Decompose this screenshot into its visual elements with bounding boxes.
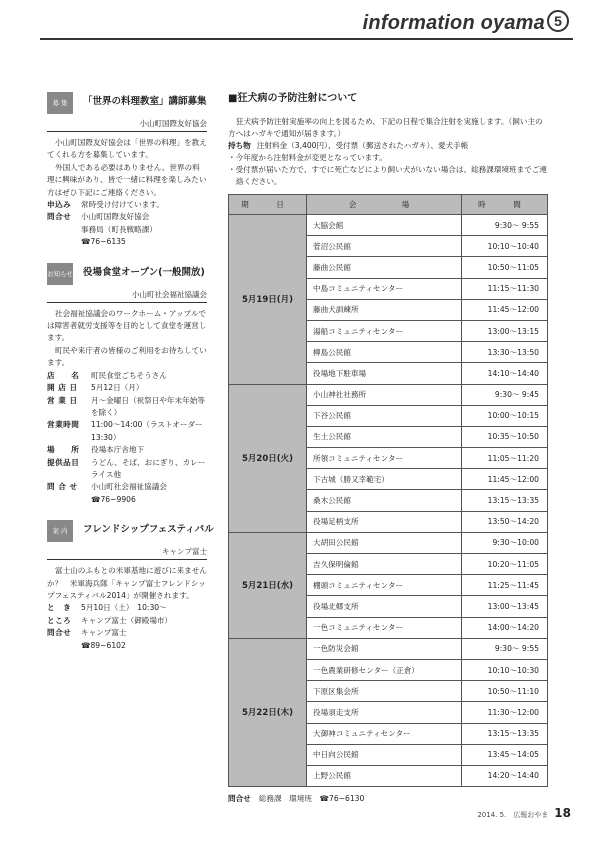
section-header: [47, 92, 207, 116]
schedule-time: 10:35〜10:50: [462, 426, 548, 447]
info-row: [47, 224, 207, 236]
schedule-table: [228, 194, 548, 787]
section-organizer: 小山町国際友好協会: [47, 116, 207, 132]
issue-label: 2014. 5. 広報おやま: [477, 811, 549, 819]
section-paragraph: 町民や来庁者の皆様のご利用をお待ちしています。: [47, 345, 207, 368]
schedule-time: 13:30〜13:50: [462, 342, 548, 363]
info-key: 営 業 日: [47, 395, 78, 405]
schedule-venue: 吉久保明倫館: [307, 554, 462, 575]
info-row: [47, 211, 207, 223]
page-footer: [477, 806, 571, 820]
header-time: 時 間: [462, 195, 548, 215]
info-value: 月〜金曜日（祝祭日や年末年始等を除く）: [91, 395, 205, 417]
page-header: [0, 0, 595, 46]
schedule-venue: 大胡田公民館: [307, 532, 462, 553]
schedule-venue: 湯船コミュニティセンター: [307, 320, 462, 341]
info-value: 5月10日（土） 10:30〜: [81, 603, 167, 613]
issue-number-badge: 5: [547, 10, 569, 32]
schedule-venue: 中日向公民館: [307, 744, 462, 765]
schedule-venue: 藤曲公民館: [307, 257, 462, 278]
header-venue: 会 場: [307, 195, 462, 215]
schedule-date: 5月21日(水): [229, 532, 307, 638]
schedule-venue: 役場北郷支所: [307, 596, 462, 617]
contact-label: 問合せ: [228, 794, 251, 804]
info-row: [47, 481, 207, 493]
schedule-time: 11:45〜12:00: [462, 469, 548, 490]
schedule-venue: 下原区集会所: [307, 681, 462, 702]
info-row: [47, 370, 207, 382]
info-value: 小山町社会福祉協議会: [91, 482, 167, 492]
schedule-venue: 棚頭コミュニティセンター: [307, 575, 462, 596]
info-key: 申込み: [47, 200, 72, 210]
schedule-time: 10:10〜10:40: [462, 236, 548, 257]
schedule-time: 11:05〜11:20: [462, 448, 548, 469]
phone-number: ☎89−6102: [81, 640, 126, 650]
info-key: と き: [47, 603, 72, 613]
bullet-note: ・受付票が届いた方で、すでに死亡などにより飼い犬がいない場合は、総務課環境班までご連絡ください。: [228, 165, 548, 186]
schedule-venue: 小山神社社務所: [307, 384, 462, 405]
table-header-row: [229, 195, 548, 215]
schedule-venue: 一色農業研修センター（正倉）: [307, 659, 462, 680]
info-row: [47, 457, 207, 482]
schedule-venue: 一色コミュニティセンター: [307, 617, 462, 638]
schedule-time: 11:15〜11:30: [462, 278, 548, 299]
schedule-time: 13:00〜13:15: [462, 320, 548, 341]
table-row: [229, 384, 548, 405]
schedule-time: 14:10〜14:40: [462, 363, 548, 384]
schedule-time: 13:50〜14:20: [462, 511, 548, 532]
schedule-time: 11:45〜12:00: [462, 299, 548, 320]
section-title: 役場食堂オープン(一般開放): [83, 266, 205, 278]
section-paragraph: 富士山のふもとの米軍基地に遊びに来ませんか？ 米軍海兵隊「キャンプ富士フレンドシップフェスティバル2014」が開催されます。: [47, 566, 207, 600]
header-date: 期 日: [229, 195, 307, 215]
notice-section: [47, 92, 207, 249]
schedule-venue: 役場須走支所: [307, 702, 462, 723]
schedule-time: 9:30〜 9:55: [462, 215, 548, 236]
notice-section: [47, 263, 207, 507]
notice-section: [47, 520, 214, 652]
info-row: [47, 602, 207, 614]
schedule-time: 10:10〜10:30: [462, 659, 548, 680]
section-header: [47, 263, 207, 287]
section-title: 「世界の料理教室」講師募集: [83, 96, 207, 107]
article-intro: 狂犬病予防注射実施率の向上を図るため、下記の日程で集合注射を実施します。（飼い主の方へはハガキで通知が届きます。）: [228, 117, 543, 138]
section-tag: 案 内: [47, 520, 73, 542]
info-key: 開 店 日: [47, 383, 78, 393]
schedule-date: 5月19日(月): [229, 215, 307, 385]
schedule-venue: 中島コミュニティセンター: [307, 278, 462, 299]
page-number: 18: [554, 806, 571, 820]
schedule-time: 11:30〜12:00: [462, 702, 548, 723]
info-key: [47, 224, 81, 236]
schedule-time: 13:15〜13:35: [462, 490, 548, 511]
info-key: 提供品目: [47, 457, 80, 467]
info-row: [47, 419, 207, 444]
section-paragraph: 小山町国際友好協会は「世界の料理」を教えてくれる方を募集しています。: [47, 138, 207, 160]
schedule-time: 9:30〜10:00: [462, 532, 548, 553]
info-key: 営業時間: [47, 420, 80, 430]
items-label: 持ち物: [228, 141, 251, 150]
right-column: [228, 92, 548, 804]
info-row: [47, 627, 207, 639]
info-key: 店 名: [47, 370, 80, 380]
schedule-time: 11:25〜11:45: [462, 575, 548, 596]
info-key: 問 合 せ: [47, 482, 78, 492]
header-title: information oyama: [362, 12, 545, 34]
info-value: 11:00〜14:00（ラストオーダー13:30）: [91, 420, 203, 442]
info-key: 場 所: [47, 445, 80, 455]
info-value: キャンプ富士: [81, 628, 127, 638]
info-value: 小山町国際友好協会: [81, 212, 150, 222]
contact-line: [228, 793, 548, 804]
schedule-time: 9:30〜 9:55: [462, 638, 548, 659]
info-value: 常時受け付けています。: [81, 200, 164, 210]
schedule-time: 9:30〜 9:45: [462, 384, 548, 405]
bullet-note: ・今年度から注射料金が変更となっています。: [228, 153, 387, 162]
info-key: ところ: [47, 615, 72, 625]
schedule-venue: 菅沼公民館: [307, 236, 462, 257]
info-row: [47, 199, 207, 211]
items-text: 注射料金（3,400円）、受付票（郵送されたハガキ）、愛犬手帳: [256, 141, 469, 150]
schedule-time: 10:50〜11:10: [462, 681, 548, 702]
schedule-date: 5月20日(火): [229, 384, 307, 532]
schedule-date: 5月22日(木): [229, 638, 307, 786]
schedule-venue: 大御神コミュニティセンター: [307, 723, 462, 744]
info-row: [47, 395, 207, 420]
schedule-venue: 所領コミュニティセンター: [307, 448, 462, 469]
section-tag: 募 集: [47, 92, 73, 114]
schedule-time: 10:20〜11:05: [462, 554, 548, 575]
schedule-venue: 下谷公民館: [307, 405, 462, 426]
items-line: [228, 140, 548, 152]
table-row: [229, 215, 548, 236]
header-rule: [40, 38, 573, 40]
info-key: 問合せ: [47, 212, 72, 222]
schedule-venue: 生土公民館: [307, 426, 462, 447]
info-value: 役場本庁舎地下: [91, 445, 145, 455]
schedule-time: 13:45〜14:05: [462, 744, 548, 765]
section-paragraph: 外国人である必要はありません。世界の料理に興味があり、皆で一緒に料理を楽しみたい方はぜひ下記にご連絡ください。: [47, 162, 207, 197]
schedule-time: 10:50〜11:05: [462, 257, 548, 278]
table-row: [229, 532, 548, 553]
info-value: 町民食堂ごちそうさん: [91, 370, 167, 380]
info-value: キャンプ富士（御殿場市）: [81, 615, 173, 625]
schedule-venue: 上野公民館: [307, 765, 462, 786]
contact-text: 総務課 環境班 ☎76−6130: [258, 794, 365, 804]
info-row: [47, 444, 207, 456]
info-value: 5月12日（月）: [91, 383, 144, 393]
section-tag: お知らせ: [47, 263, 73, 285]
schedule-time: 13:15〜13:35: [462, 723, 548, 744]
info-row: [47, 382, 207, 394]
schedule-venue: 藤曲犬訓練所: [307, 299, 462, 320]
section-header: [47, 520, 214, 544]
info-value: うどん、そば、おにぎり、カレーライス他: [91, 457, 206, 479]
schedule-time: 14:20〜14:40: [462, 765, 548, 786]
article-title: ■狂犬病の予防注射について: [228, 93, 358, 104]
schedule-venue: 桑木公民館: [307, 490, 462, 511]
schedule-venue: 役場足柄支所: [307, 511, 462, 532]
section-paragraph: 社会福祉協議会のワークホーム・アップルでは障害者就労支援等を目的として食堂を運営します。: [47, 308, 207, 343]
phone-number: ☎76−9906: [91, 494, 136, 504]
phone-number: ☎76−6135: [81, 237, 126, 247]
schedule-venue: 役場地下駐車場: [307, 363, 462, 384]
schedule-time: 10:00〜10:15: [462, 405, 548, 426]
schedule-time: 14:00〜14:20: [462, 617, 548, 638]
section-organizer: 小山町社会福祉協議会: [47, 287, 207, 303]
section-organizer: キャンプ富士: [47, 544, 207, 560]
table-row: [229, 638, 548, 659]
section-title: フレンドシップフェスティバル: [83, 524, 214, 536]
schedule-time: 13:00〜13:45: [462, 596, 548, 617]
schedule-venue: 柳島公民館: [307, 342, 462, 363]
info-row: [47, 615, 207, 627]
schedule-venue: 大脇会館: [307, 215, 462, 236]
left-column: [47, 92, 214, 666]
schedule-venue: 一色防災会館: [307, 638, 462, 659]
schedule-venue: 下古城（勝又幸範宅）: [307, 469, 462, 490]
info-key: 問合せ: [47, 628, 72, 638]
info-value: 事務局（町長戦略課）: [81, 224, 157, 234]
